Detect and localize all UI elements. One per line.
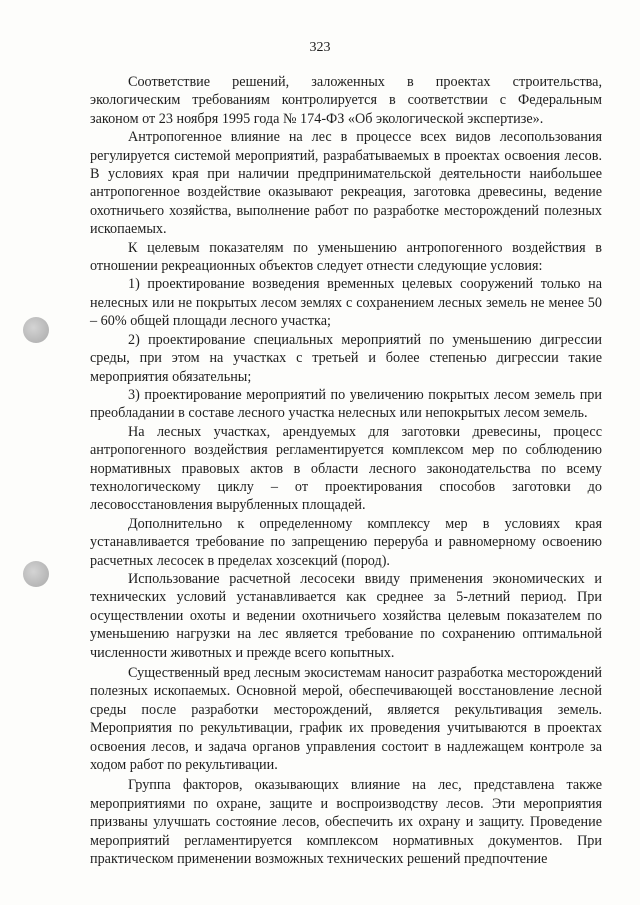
paragraph: Антропогенное влияние на лес в процессе всех видов лесопользования регулируется системой мероприятий, разрабатываемых в проектах освоения лесов. В условиях края при наличии предпринимательской деятельности наибольшее антропогенное воздействие оказывают рекреация, заготовка древесины, ведение охотничьего хозяйства, выполнение работ по разработке месторождений полезных ископаемых.	[90, 129, 602, 238]
paragraph: Использование расчетной лесосеки ввиду применения экономических и технических условий устанавливается как среднее за 5-летний период. При осуществлении охоты и ведении охотничьего хозяйства целевым показателем по уменьшению нагрузки на лес является требование по сохранению оптимальной численности животных и прежде всего копытных.	[90, 570, 602, 661]
paragraph: Дополнительно к определенному комплексу мер в условиях края устанавливается требование по запрещению переруба и равномерному освоению расчетных лесосек в пределах хозсекций (пород).	[90, 515, 602, 569]
punch-hole-upper	[23, 317, 49, 343]
page-number: 323	[309, 40, 331, 55]
page-body	[90, 73, 602, 868]
paragraph: Группа факторов, оказывающих влияние на лес, представлена также мероприятиями по охране, защите и воспроизводству лесов. Эти мероприятия призваны улучшать состояние лесов, обеспечить их охрану и защиту. Проведение мероприятий регламентируется комплексом нормативных документов. При практическом применении возможных технических решений предпочтение	[90, 777, 602, 868]
paragraph: К целевым показателям по уменьшению антропогенного воздействия в отношении рекреационных объектов следует отнести следующие условия:	[90, 239, 602, 275]
list-item: 3) проектирование мероприятий по увеличению покрытых лесом земель при преобладании в составе лесного участка нелесных или непокрытых лесом земель.	[90, 386, 602, 422]
paragraph: Существенный вред лесным экосистемам наносит разработка месторождений полезных ископаемых. Основной мерой, обеспечивающей восстановление лесной среды после разработки месторождений, является рекультивация земель. Мероприятия по рекультивации, график их проведения учитываются в проектах освоения лесов, и задача органов управления состоит в надлежащем контроле за ходом работ по рекультивации.	[90, 665, 602, 774]
paragraph: Соответствие решений, заложенных в проектах строительства, экологическим требованиям контролируется в соответствии с Федеральным законом от 23 ноября 1995 года № 174-ФЗ «Об экологической экспертизе».	[90, 74, 602, 127]
list-item: 1) проектирование возведения временных целевых сооружений только на нелесных или не покрытых лесом землях с сохранением лесных земель не менее 50 – 60% общей площади лесного участка;	[90, 276, 602, 330]
punch-hole-lower	[23, 561, 49, 587]
list-item: 2) проектирование специальных мероприятий по уменьшению дигрессии среды, при этом на участках с третьей и более степенью дигрессии такие мероприятия обязательны;	[90, 331, 602, 385]
paragraph: На лесных участках, арендуемых для заготовки древесины, процесс антропогенного воздействия регламентируется комплексом мер по соблюдению нормативных правовых актов в области лесного законодательства по всему технологическому циклу – от проектирования способов заготовки до лесовосстановления вырубленных площадей.	[90, 423, 602, 514]
